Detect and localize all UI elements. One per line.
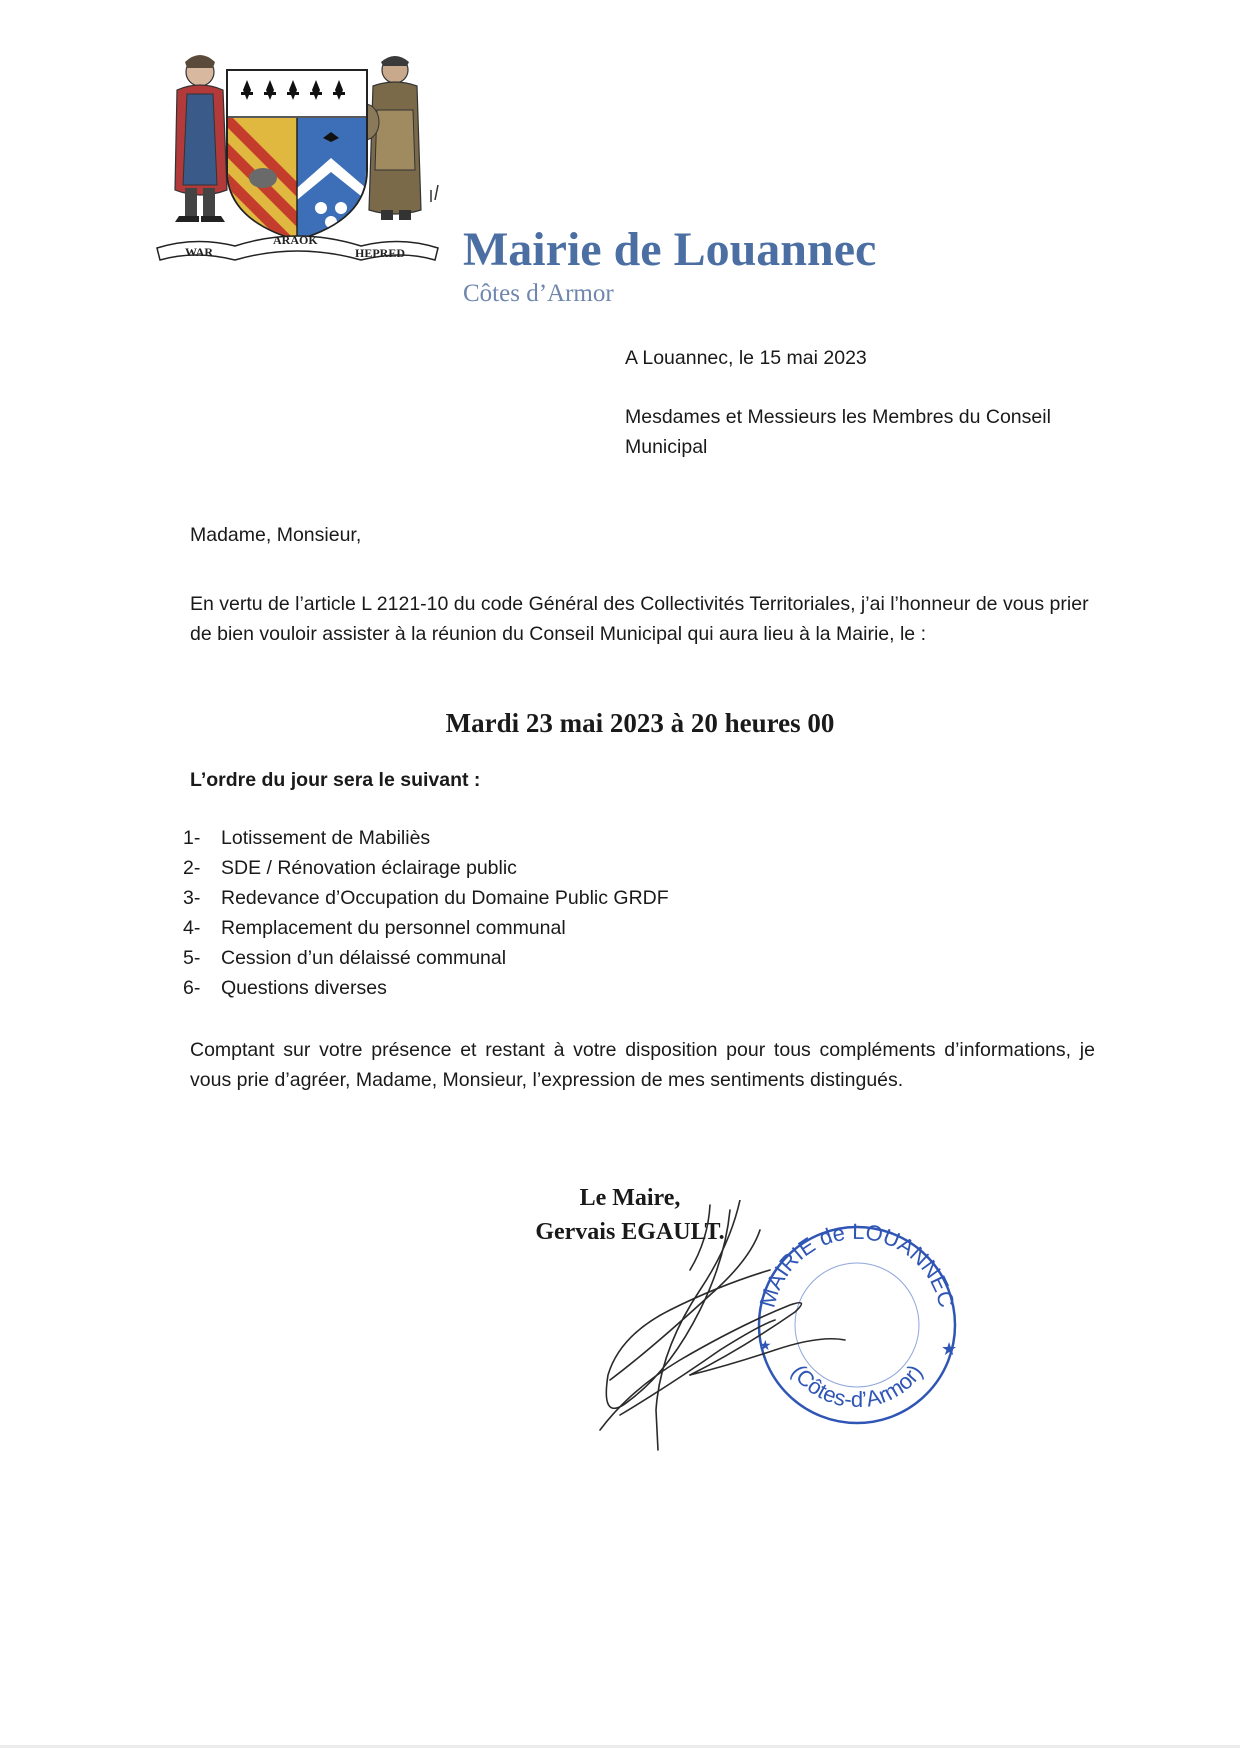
svg-text:HEPRED: HEPRED (355, 246, 406, 260)
mairie-region: Côtes d’Armor (463, 280, 614, 307)
agenda-item-number: 4- (183, 917, 201, 939)
stamp-bottom-text: (Côtes-d’Armor) (786, 1359, 928, 1413)
date-line: A Louannec, le 15 mai 2023 (625, 347, 867, 369)
stamp-star-icon: ★ (759, 1338, 772, 1354)
motto-ribbon (157, 233, 438, 260)
svg-text:WAR: WAR (185, 245, 214, 259)
stamp-star-icon: ★ (941, 1339, 958, 1360)
mairie-name: Mairie de Louannec (463, 223, 877, 276)
agenda-item (183, 943, 669, 973)
agenda-item-number: 3- (183, 887, 201, 909)
agenda-item (183, 883, 669, 913)
intro-paragraph: En vertu de l’article L 2121-10 du code Général des Collectivités Territoriales, j’ai l’honneur de vous prier de bien vouloir assister à la réunion du Conseil Municipal qui aura lieu à la Mairie, le : (190, 593, 1089, 645)
signatory-title: Le Maire, (579, 1185, 681, 1211)
left-supporter-figure (175, 55, 227, 222)
meeting-datetime: Mardi 23 mai 2023 à 20 heures 00 (445, 708, 835, 738)
handwritten-signature (590, 1200, 850, 1470)
agenda-item-label: SDE / Rénovation éclairage public (221, 857, 517, 879)
agenda-item-label: Cession d’un délaissé communal (221, 947, 507, 969)
addressee: Mesdames et Messieurs les Membres du Conseil Municipal (625, 406, 1051, 458)
agenda-item-label: Lotissement de Mabiliès (221, 827, 431, 849)
agenda-item-number: 2- (183, 857, 201, 879)
coat-of-arms-logo (155, 50, 440, 275)
agenda-list (183, 823, 669, 1003)
closing-paragraph: Comptant sur votre présence et restant à votre disposition pour tous compléments d’informations, je vous prie d’agréer, Madame, Monsieur, l’expression de mes sentiments distingués. (190, 1039, 1095, 1091)
signatory-name: Gervais EGAULT. (535, 1219, 725, 1245)
stamp-top-text: MAIRIE de LOUANNEC (754, 1218, 960, 1311)
agenda-item-number: 1- (183, 827, 201, 849)
agenda-item (183, 973, 669, 1003)
agenda-item-label: Redevance d’Occupation du Domaine Public GRDF (221, 887, 669, 909)
agenda-item-number: 5- (183, 947, 201, 969)
svg-text:ARAOK: ARAOK (273, 233, 318, 247)
agenda-item (183, 823, 669, 853)
agenda-heading: L’ordre du jour sera le suivant : (190, 769, 481, 791)
agenda-item (183, 853, 669, 883)
agenda-item-label: Questions diverses (221, 977, 387, 999)
scan-edge-line (0, 1745, 1240, 1748)
agenda-item (183, 913, 669, 943)
agenda-item-number: 6- (183, 977, 201, 999)
agenda-item-label: Remplacement du personnel communal (221, 917, 566, 939)
salutation: Madame, Monsieur, (190, 524, 362, 546)
